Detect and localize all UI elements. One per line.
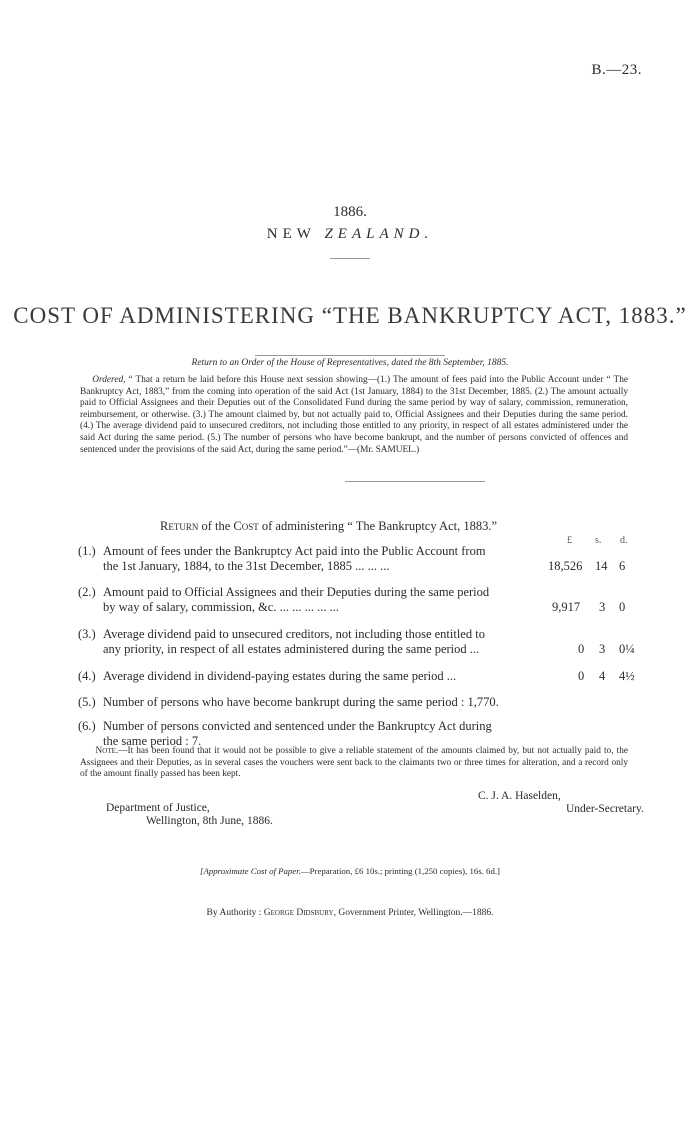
item-text-line1: Average dividend paid to unsecured creditors, not including those entitled to	[103, 627, 485, 641]
printer-name: George Didsbury,	[263, 908, 336, 918]
table-row	[78, 669, 548, 684]
item-number: (5.)	[78, 695, 96, 709]
department-line: Department of Justice,	[106, 802, 210, 814]
cost-rest: —Preparation, £6 10s.; printing (1,250 copies), 16s. 6d.]	[300, 866, 500, 876]
amount-pence: 6	[619, 559, 626, 573]
order-paragraph	[80, 375, 628, 456]
cost-italic: [Approximate Cost of Paper.	[200, 866, 301, 876]
signatory-title: Under-Secretary.	[566, 803, 644, 815]
amount-shillings: 14	[595, 559, 608, 573]
item-text-line1: Amount of fees under the Bankruptcy Act paid into the Public Account from	[103, 544, 486, 558]
note-body: —It has been found that it would not be possible to give a reliable statement of the amounts claimed by, but not actually paid to, the Assignees and their Deputies, as in several cases the vouchers were sent back to the claimants two or three times for alteration, and a record only of the amount finally passed has been kept.	[80, 746, 628, 780]
country-word-2: ZEALAND.	[324, 226, 434, 242]
amount-pounds: 9,917	[552, 600, 581, 614]
printer-authority-line	[0, 908, 700, 918]
item-number: (1.)	[78, 544, 96, 558]
page-reference: B.—23.	[591, 62, 642, 78]
order-body: “ That a return be laid before this House next session showing—(1.) The amount of fees paid into the Public Account under “ The Bankruptcy Act, 1883,” from the coming into operation of the said Act (1st January, 1884) to the 31st December, 1885. (2.) The amount actually paid to Official Assignees and their Deputies out of the Consolidated Fund during the same period by way of salary, commission, remuneration, reimbursement, or otherwise. (3.) The amount claimed by, but not actually paid to, Official Assignees and their Deputies during the same period. (4.) The average dividend paid to unsecured creditors, not including those entitled to any priority, in respect of all estates administered under the said Act during the same period. (5.) The number of persons who have become bankrupt, and the number of persons convicted of offences and sentenced under the provisions of the said Act, during the same period.”—(Mr. SAMUEL.)	[80, 375, 629, 455]
amount-shillings: 4	[599, 669, 606, 683]
amount-pence: 0	[619, 600, 626, 614]
country-heading	[0, 226, 700, 243]
order-top-rule	[255, 355, 445, 356]
ordered-word: Ordered,	[92, 375, 126, 385]
amount-pounds: 0	[578, 642, 585, 656]
item-number: (6.)	[78, 719, 96, 733]
column-header-pence: d.	[620, 535, 628, 546]
amount-pence: 4½	[619, 669, 635, 683]
table-row	[78, 719, 548, 749]
item-number: (2.)	[78, 585, 96, 599]
column-header-pounds: £	[567, 535, 572, 546]
table-row	[78, 585, 548, 615]
note-label: Note.	[95, 746, 119, 756]
title-divider	[330, 258, 370, 259]
order-end-rule	[345, 481, 485, 482]
amount-pounds: 18,526	[548, 559, 583, 573]
item-number: (3.)	[78, 627, 96, 641]
item-number: (4.)	[78, 669, 96, 683]
authority-prefix: By Authority :	[206, 908, 262, 918]
signatory-name: C. J. A. Haselden,	[478, 790, 561, 802]
item-text-line1: Average dividend in dividend-paying estates during the same period ...	[103, 669, 457, 683]
column-header-shillings: s.	[595, 535, 602, 546]
item-text-line2: by way of salary, commission, &c. ... ... ... ... ...	[103, 600, 339, 614]
table-row	[78, 695, 548, 710]
amount-shillings: 3	[599, 642, 606, 656]
item-text-line1: Amount paid to Official Assignees and their Deputies during the same period	[103, 585, 490, 599]
place-date-line: Wellington, 8th June, 1886.	[146, 815, 273, 827]
amount-pence: 0¼	[619, 642, 635, 656]
note-paragraph	[80, 746, 628, 781]
item-text-line2: the 1st January, 1884, to the 31st December, 1885 ... ... ...	[103, 559, 390, 573]
amount-shillings: 3	[599, 600, 606, 614]
return-order-line: Return to an Order of the House of Representatives, dated the 8th September, 1885.	[191, 358, 509, 368]
heading-rest: of administering “ The Bankruptcy Act, 1883.”	[261, 519, 498, 533]
item-text-line2: any priority, in respect of all estates administered during the same period ...	[103, 642, 480, 656]
item-text-line2: the same period : 7.	[103, 734, 202, 748]
authority-rest: Government Printer, Wellington.—1886.	[338, 908, 494, 918]
heading-of-the: of the	[201, 519, 231, 533]
table-row	[78, 544, 548, 574]
main-title: COST OF ADMINISTERING “THE BANKRUPTCY ACT, 1883.”	[13, 303, 687, 328]
table-row	[78, 627, 548, 657]
document-year: 1886.	[333, 204, 367, 220]
heading-cost: Cost	[233, 519, 259, 533]
item-text-line1: Number of persons convicted and sentenced under the Bankruptcy Act during	[103, 719, 492, 733]
item-text-line1: Number of persons who have become bankrupt during the same period : 1,770.	[103, 695, 499, 709]
cost-of-paper-note	[0, 866, 700, 876]
heading-return: Return	[160, 519, 199, 533]
country-word-1: NEW	[266, 226, 316, 242]
table-heading	[160, 519, 497, 534]
amount-pounds: 0	[578, 669, 585, 683]
